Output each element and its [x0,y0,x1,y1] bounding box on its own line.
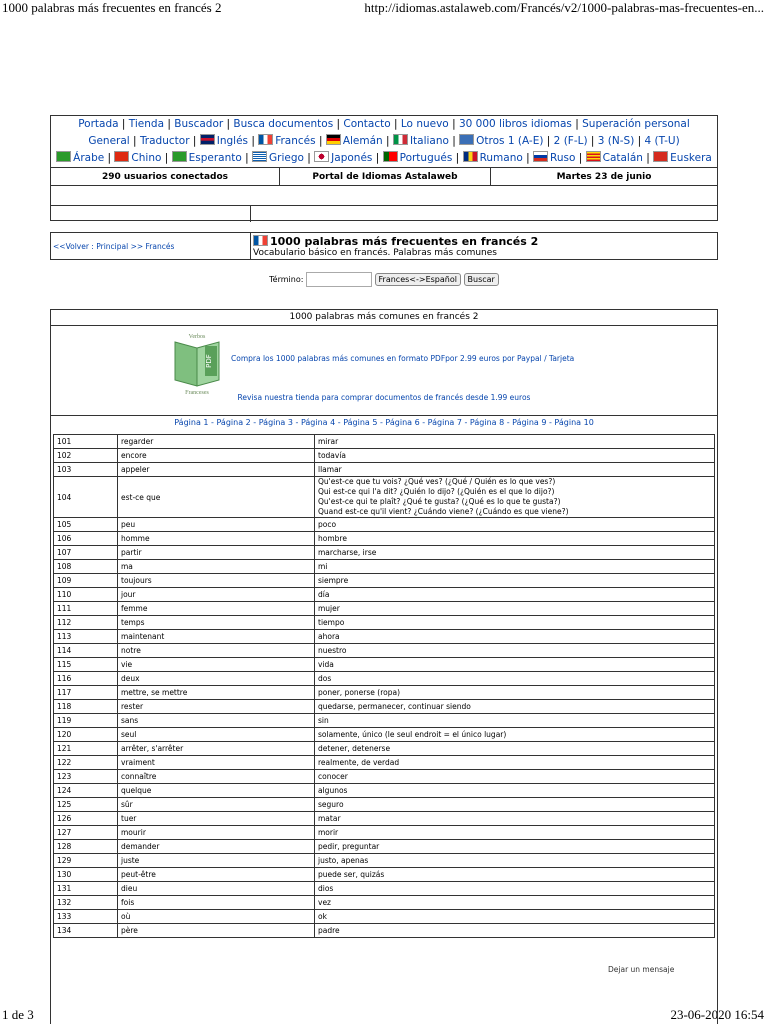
separator: | [382,135,393,147]
spanish-translation: día [315,588,715,602]
row-number: 129 [54,854,118,868]
french-word: regarder [118,435,315,449]
table-row [54,868,715,882]
flag-icon [586,151,601,162]
nav-label: Rumano [479,152,523,164]
nav-label: Lo nuevo [400,118,449,130]
spanish-translation: vida [315,658,715,672]
french-word: jour [118,588,315,602]
spanish-translation: nuestro [315,644,715,658]
separator: | [634,135,645,147]
spanish-translation: poco [315,518,715,532]
pagination[interactable]: Página 1 - Página 2 - Página 3 - Página 4 - Página 5 - Página 6 - Página 7 - Página 8 - Página 9 - Página 10 [51,415,717,430]
table-row [54,644,715,658]
nav-link-japonés[interactable] [314,152,372,164]
spanish-translation: mirar [315,435,715,449]
divider [250,205,251,222]
row-number: 130 [54,868,118,882]
table-row [54,728,715,742]
language-select[interactable]: Frances<->Español [375,273,461,286]
users-online: 290 usuarios conectados [51,168,280,185]
spanish-translation: algunos [315,784,715,798]
flag-icon [463,151,478,162]
nav-label: Esperanto [188,152,242,164]
nav-link-alemán[interactable] [326,135,383,147]
row-number: 118 [54,700,118,714]
french-word: dieu [118,882,315,896]
spanish-translation: morir [315,826,715,840]
nav-link-busca-documentos[interactable] [233,118,333,130]
table-row [54,882,715,896]
row-number: 115 [54,658,118,672]
spanish-translation: detener, detenerse [315,742,715,756]
nav-label: Catalán [602,152,643,164]
spanish-translation: matar [315,812,715,826]
search-label: Término: [269,275,304,284]
flag-icon [653,151,668,162]
french-word: mettre, se mettre [118,686,315,700]
promo-buy-link[interactable]: Compra los 1000 palabras más comunes en formato PDFpor 2.99 euros por Paypal / Tarjeta [231,354,575,363]
separator: | [543,135,554,147]
row-number: 110 [54,588,118,602]
nav-link-francés[interactable] [258,135,315,147]
row-number: 133 [54,910,118,924]
row-number: 132 [54,896,118,910]
page-subtitle: Vocabulario básico en francés. Palabras más comunes [253,248,497,258]
france-flag-icon [253,235,268,246]
french-word: quelque [118,784,315,798]
separator: | [448,118,459,130]
table-row [54,463,715,477]
nav-label: Griego [269,152,304,164]
table-row [54,854,715,868]
spanish-translation: dios [315,882,715,896]
table-row [54,449,715,463]
french-word: peut-être [118,868,315,882]
french-word: est-ce que [118,477,315,518]
separator: | [223,118,234,130]
french-word: vie [118,658,315,672]
spanish-translation: mi [315,560,715,574]
nav-link-catalán[interactable] [586,152,643,164]
nav-label: Chino [131,152,162,164]
nav-link-otros-1-a-e[interactable] [459,135,543,147]
row-number: 123 [54,770,118,784]
nav-label: Contacto [343,118,391,130]
flag-icon [533,151,548,162]
table-row [54,924,715,938]
nav-label: Buscador [174,118,224,130]
nav-label: Euskera [670,152,712,164]
nav-label: Inglés [216,135,248,147]
separator: | [118,118,129,130]
spanish-translation: sin [315,714,715,728]
table-row [54,560,715,574]
separator: | [104,152,115,164]
row-number: 109 [54,574,118,588]
search-button[interactable]: Buscar [464,273,499,286]
row-number: 134 [54,924,118,938]
table-row [54,658,715,672]
separator: | [642,152,654,164]
french-word: vraiment [118,756,315,770]
flag-icon [114,151,129,162]
row-number: 106 [54,532,118,546]
french-word: mourir [118,826,315,840]
spanish-translation: ok [315,910,715,924]
print-header-title: 1000 palabras más frecuentes en francés 2 [2,0,222,15]
separator: | [241,152,253,164]
table-row [54,714,715,728]
spanish-translation: solamente, único (le seul endroit = el único lugar) [315,728,715,742]
spanish-translation: conocer [315,770,715,784]
nav-link-4-t-u[interactable] [645,135,680,147]
vocab-table [53,434,715,938]
french-word: appeler [118,463,315,477]
nav-link-2-f-l[interactable] [554,135,588,147]
spanish-translation: dos [315,672,715,686]
row-number: 126 [54,812,118,826]
spanish-translation: realmente, de verdad [315,756,715,770]
panel-title: 1000 palabras más comunes en francés 2 [51,310,717,326]
table-row [54,616,715,630]
spanish-translation: tiempo [315,616,715,630]
row-number: 102 [54,449,118,463]
svg-text:Franceses: Franceses [185,390,209,396]
french-word: sans [118,714,315,728]
spanish-translation: siempre [315,574,715,588]
spanish-translation: quedarse, permanecer, continuar siendo [315,700,715,714]
site-nav [50,115,718,221]
separator: | [161,152,172,164]
flag-icon [383,151,398,162]
row-number: 128 [54,840,118,854]
row-number: 103 [54,463,118,477]
print-footer-page: 1 de 3 [2,1007,34,1022]
nav-label: Japonés [331,152,373,164]
separator: | [448,135,460,147]
nav-link-superación-personal[interactable] [582,118,690,130]
nav-label: Busca documentos [233,118,334,130]
table-row [54,910,715,924]
french-word: toujours [118,574,315,588]
table-row [54,896,715,910]
promo-area [51,326,717,415]
nav-row-main [51,116,717,133]
flag-icon [314,151,329,162]
table-row [54,756,715,770]
example-line: Quand est-ce qu'il vient? ¿Cuándo viene? (¿Cuándo es que viene?) [318,507,569,516]
flag-icon [258,134,273,145]
nav-link-contacto[interactable] [343,118,390,130]
table-row [54,574,715,588]
table-row [54,477,715,518]
nav-link-general[interactable] [88,135,129,147]
breadcrumb[interactable]: <<Volver : Principal >> Francés [51,233,251,259]
nav-label: Traductor [139,135,190,147]
svg-text:Verbos: Verbos [188,334,206,340]
table-row [54,700,715,714]
nav-label: Ruso [550,152,576,164]
french-word: notre [118,644,315,658]
table-row [54,798,715,812]
spanish-translation: marcharse, irse [315,546,715,560]
info-bar [51,167,717,186]
nav-link-3-n-s[interactable] [598,135,635,147]
table-row [54,630,715,644]
nav-link-rumano[interactable] [463,152,523,164]
spanish-translation: poner, ponerse (ropa) [315,686,715,700]
nav-link-portugués[interactable] [383,152,453,164]
example-line: Qu'est-ce que tu vois? ¿Qué ves? (¿Qué / Quién es lo que ves?) [318,477,556,486]
row-number: 121 [54,742,118,756]
separator: | [189,135,200,147]
table-row [54,532,715,546]
row-number: 113 [54,630,118,644]
spanish-translation: vez [315,896,715,910]
french-word: fois [118,896,315,910]
nav-label: Otros 1 (A-E) [476,135,544,147]
row-number: 119 [54,714,118,728]
table-row [54,602,715,616]
separator: | [452,152,463,164]
row-number: 105 [54,518,118,532]
nav-label: General [88,135,130,147]
french-word: seul [118,728,315,742]
table-row [54,672,715,686]
french-word: sûr [118,798,315,812]
spanish-translation: hombre [315,532,715,546]
table-row [54,435,715,449]
nav-link-lo-nuevo[interactable] [401,118,449,130]
french-word: arrêter, s'arrêter [118,742,315,756]
print-footer-datetime: 23-06-2020 16:54 [670,1007,764,1022]
table-row [54,588,715,602]
separator: | [303,152,315,164]
separator: | [248,135,259,147]
row-number: 122 [54,756,118,770]
flag-icon [56,151,71,162]
page-heading [253,235,538,258]
page-title: 1000 palabras más frecuentes en francés 2 [253,235,538,248]
french-word: homme [118,532,315,546]
nav-label: Portugués [399,152,453,164]
row-number: 131 [54,882,118,896]
french-word: où [118,910,315,924]
french-word: temps [118,616,315,630]
page-header-box [50,232,718,260]
spanish-translation: mujer [315,602,715,616]
svg-text:PDF: PDF [205,354,213,368]
row-number: 104 [54,477,118,518]
table-row [54,742,715,756]
row-number: 112 [54,616,118,630]
flag-icon [459,134,474,145]
nav-label: Superación personal [582,118,690,130]
table-row [54,546,715,560]
nav-label: 30 000 libros idiomas [458,118,572,130]
nav-link-ruso[interactable] [533,152,575,164]
nav-label: Árabe [73,152,105,164]
spanish-translation: pedir, preguntar [315,840,715,854]
spanish-translation: seguro [315,798,715,812]
french-word: rester [118,700,315,714]
french-word: peu [118,518,315,532]
nav-row-languages-2 [51,150,717,167]
nav-link-árabe[interactable] [56,152,104,164]
spanish-translation: justo, apenas [315,854,715,868]
flag-icon [172,151,187,162]
example-line: Qu'est-ce qui te plaît? ¿Qué te gusta? (¿Qué es lo que te gusta?) [318,497,561,506]
search-bar [0,272,768,287]
separator: | [333,118,344,130]
example-line: Qui est-ce qui l'a dit? ¿Quién lo dijo? (¿Quién es el que lo dijo?) [318,487,555,496]
separator: | [575,152,586,164]
flag-icon [252,151,267,162]
promo-store-link[interactable]: Revisa nuestra tienda para comprar documentos de francés desde 1.99 euros [237,393,531,402]
nav-label: 3 (N-S) [597,135,635,147]
search-input[interactable] [306,272,372,287]
separator: | [315,135,326,147]
nav-link-euskera[interactable] [653,152,712,164]
row-number: 107 [54,546,118,560]
row-number: 127 [54,826,118,840]
table-row [54,840,715,854]
row-number: 124 [54,784,118,798]
nav-row-languages-1 [51,133,717,150]
current-date: Martes 23 de junio [556,171,652,182]
french-word: ma [118,560,315,574]
french-word: tuer [118,812,315,826]
nav-label: Alemán [342,135,383,147]
nav-label: Portada [78,118,119,130]
spanish-translation: todavía [315,449,715,463]
table-row [54,686,715,700]
row-number: 116 [54,672,118,686]
nav-link-griego[interactable] [252,152,304,164]
print-header-url: http://idiomas.astalaweb.com/Francés/v2/1000-palabras-mas-frecuentes-en... [364,0,764,15]
row-number: 114 [54,644,118,658]
table-row [54,770,715,784]
row-number: 125 [54,798,118,812]
nav-link-30-000-libros-idiomas[interactable] [459,118,572,130]
separator: | [587,135,598,147]
separator: | [372,152,383,164]
french-word: juste [118,854,315,868]
table-row [54,518,715,532]
nav-label: 4 (T-U) [644,135,680,147]
nav-link-buscador[interactable] [174,118,223,130]
spanish-translation [315,477,715,518]
flag-icon [200,134,215,145]
nav-label: 2 (F-L) [553,135,588,147]
french-word: femme [118,602,315,616]
spanish-translation: puede ser, quizás [315,868,715,882]
french-word: demander [118,840,315,854]
french-word: partir [118,546,315,560]
pdf-book-icon[interactable] [171,330,223,396]
separator: | [522,152,534,164]
separator: | [164,118,175,130]
row-number: 111 [54,602,118,616]
nav-link-portada[interactable] [78,118,118,130]
french-word: deux [118,672,315,686]
nav-link-tienda[interactable] [129,118,164,130]
spanish-translation: llamar [315,463,715,477]
table-row [54,826,715,840]
row-number: 101 [54,435,118,449]
flag-icon [393,134,408,145]
row-number: 117 [54,686,118,700]
leave-message-link[interactable]: Dejar un mensaje [608,965,675,974]
row-number: 108 [54,560,118,574]
french-word: encore [118,449,315,463]
table-row [54,784,715,798]
french-word: connaître [118,770,315,784]
row-number: 120 [54,728,118,742]
nav-link-chino[interactable] [114,152,161,164]
table-row [54,812,715,826]
french-word: père [118,924,315,938]
nav-link-traductor[interactable] [140,135,190,147]
nav-label: Tienda [128,118,165,130]
separator: | [129,135,140,147]
spanish-translation: ahora [315,630,715,644]
flag-icon [326,134,341,145]
nav-link-inglés[interactable] [200,135,248,147]
nav-link-esperanto[interactable] [172,152,242,164]
vocab-panel [50,309,718,1024]
portal-name: Portal de Idiomas Astalaweb [280,168,491,185]
french-word: maintenant [118,630,315,644]
separator: | [390,118,401,130]
nav-link-italiano[interactable] [393,135,449,147]
nav-label: Italiano [409,135,449,147]
spanish-translation: padre [315,924,715,938]
nav-label: Francés [275,135,316,147]
divider [51,205,717,206]
separator: | [571,118,583,130]
